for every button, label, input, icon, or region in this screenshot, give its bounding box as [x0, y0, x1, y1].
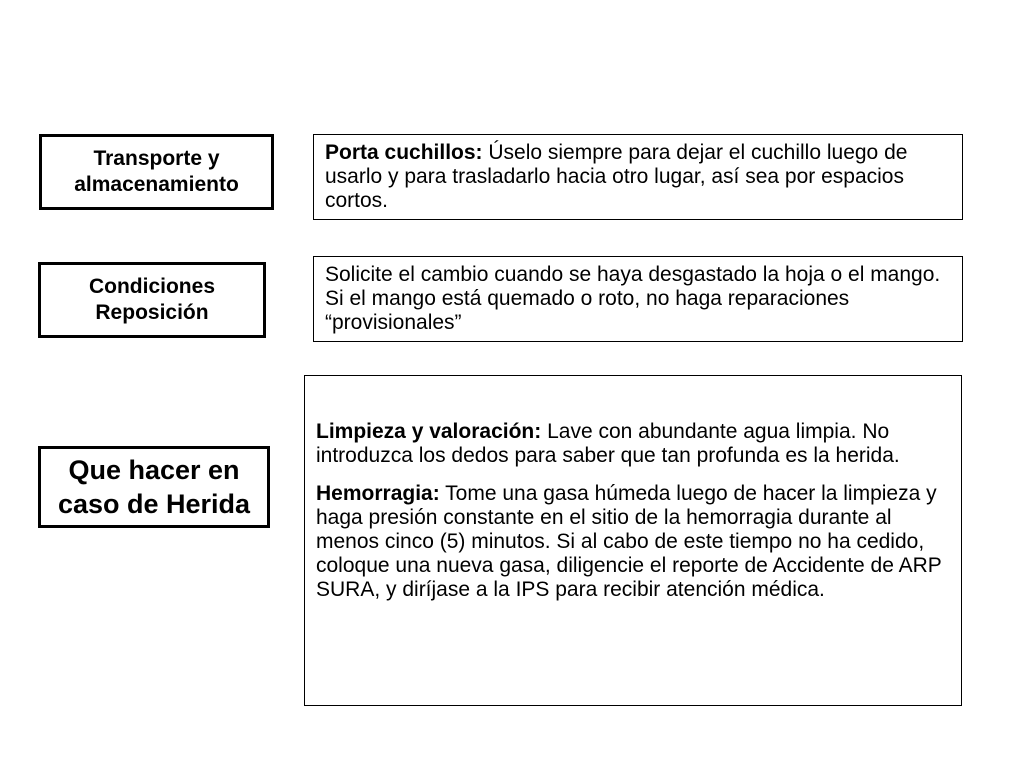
- description-text: Solicite el cambio cuando se haya desgastado la hoja o el mango. Si el mango está quemado o roto, no haga reparaciones “provisionales”: [325, 263, 941, 334]
- paragraph-text: Tome una gasa húmeda luego de hacer la limpieza y haga presión constante en el sitio de la hemorragia durante al menos cinco (5) minutos. Si al cabo de este tiempo no ha cedido, coloque una nueva gasa, diligencie el reporte de Accidente de ARP SURA, y diríjase a la IPS para recibir atención médica.: [316, 482, 942, 601]
- description-porta-cuchillos: [313, 134, 963, 220]
- bold-heading: Limpieza y valoración:: [316, 420, 542, 443]
- label-line: Condiciones: [88, 274, 215, 298]
- label-que-hacer-herida: [38, 446, 270, 528]
- label-line: caso de Herida: [57, 489, 251, 519]
- bold-heading: Hemorragia:: [316, 482, 440, 505]
- label-line: almacenamiento: [74, 173, 239, 196]
- label-line: Transporte y: [93, 146, 220, 170]
- paragraph-text: Lave con abundante agua limpia. No introduzca los dedos para saber que tan profunda es la herida.: [316, 420, 900, 467]
- description-reposicion: [313, 256, 963, 342]
- description-text: Úselo siempre para dejar el cuchillo luego de usarlo y para trasladarlo hacia otro lugar, así sea por espacios cortos.: [325, 141, 908, 212]
- label-line: Reposición: [95, 301, 209, 324]
- bold-heading: Porta cuchillos:: [325, 141, 483, 164]
- label-transporte-almacenamiento: [39, 134, 274, 210]
- label-line: Que hacer en: [68, 455, 240, 485]
- paragraph-limpieza: [316, 420, 949, 468]
- description-herida: [304, 375, 962, 706]
- label-condiciones-reposicion: [38, 262, 266, 338]
- paragraph-hemorragia: [316, 482, 949, 602]
